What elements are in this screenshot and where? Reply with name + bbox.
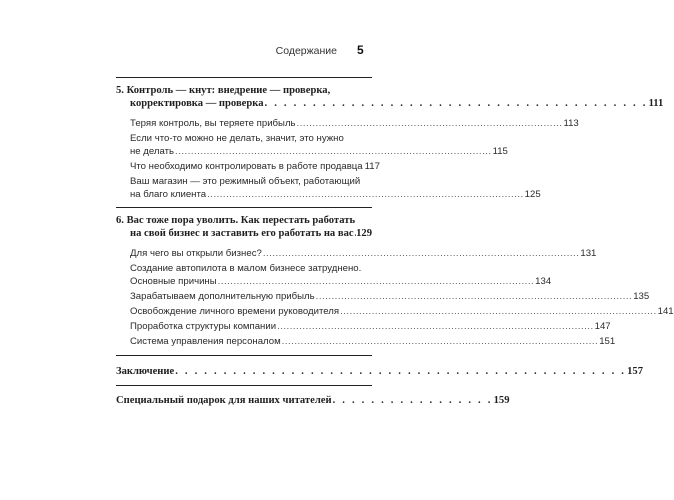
leader-dots — [355, 227, 356, 240]
list-item: Что необходимо контролировать в работе продавца 117 — [130, 161, 380, 172]
leader-dots: . . . . . . . . . . . . . . . . . . . . . . . . . . . . . . . . . . . . . . . . . . . . . . . — [175, 366, 627, 377]
divider — [116, 385, 372, 386]
leader-dots: .................................................................................................... — [277, 321, 594, 332]
chapter-5-entry — [130, 97, 664, 110]
list-item-line1: Если что-то можно не делать, значит, это нужно — [130, 133, 344, 144]
list-item: Зарабатываем дополнительную прибыль .................................................................................................... 135 — [130, 291, 650, 302]
conclusion-entry: Заключение . . . . . . . . . . . . . . . . . . . . . . . . . . . . . . . . . . . . . . . . . . . . . . . 157 — [116, 366, 644, 377]
list-item: не делать .................................................................................................... 115 — [130, 146, 508, 157]
leader-dots: .................................................................................................... — [175, 146, 492, 157]
page-number: 5 — [357, 43, 364, 57]
leader-dots: .................................................................................................... — [340, 306, 657, 317]
list-item-line1: Ваш магазин — это режимный объект, работающий — [130, 176, 361, 187]
chapter-5-title-line1: 5. Контроль — кнут: внедрение — проверка, — [116, 85, 331, 96]
divider — [116, 355, 372, 356]
leader-dots: . . . . . . . . . . . . . . . . . — [332, 395, 493, 406]
leader-dots: .................................................................................................... — [217, 276, 535, 287]
list-item: Система управления персоналом .................................................................................................... 151 — [130, 336, 616, 347]
list-item: на благо клиента .................................................................................................... 125 — [130, 189, 541, 200]
leader-dots: .................................................................................................... — [207, 189, 524, 200]
chapter-6-page: 129 — [356, 228, 372, 239]
divider — [116, 77, 372, 78]
gift-entry: Специальный подарок для наших читателей . . . . . . . . . . . . . . . . . 159 — [116, 395, 510, 406]
leader-dots: .................................................................................................... — [262, 248, 580, 259]
leader-dots: .................................................................................................... — [281, 336, 599, 347]
chapter-5-title-line2: корректировка — проверка — [130, 98, 264, 109]
chapter-6-title-line2: на свой бизнес и заставить его работать на вас — [130, 228, 354, 239]
divider — [116, 207, 372, 208]
running-head-title: Содержание — [275, 45, 337, 57]
list-item: Проработка структуры компании .................................................................................................... 147 — [130, 321, 611, 332]
leader-dots: .................................................................................................... — [315, 291, 633, 302]
leader-dots: . . . . . . . . . . . . . . . . . . . . . . . . . . . . . . . . . . . . . . . . — [264, 98, 648, 109]
chapter-6-entry — [130, 227, 372, 240]
leader-dots: .................................................................................... — [296, 118, 563, 129]
list-item: Теряя контроль, вы теряете прибыль .................................................................................... 113 — [130, 118, 579, 129]
chapter-6-title-line1: 6. Вас тоже пора уволить. Как перестать работать — [116, 215, 356, 226]
list-item-line1: Создание автопилота в малом бизнесе затруднено. — [130, 263, 362, 274]
list-item: Освобождение личного времени руководителя .................................................................................................... 141 — [130, 306, 674, 317]
list-item: Основные причины .................................................................................................... 134 — [130, 276, 552, 287]
list-item: Для чего вы открыли бизнес? .................................................................................................... 131 — [130, 248, 597, 259]
chapter-5-page: 111 — [648, 98, 664, 109]
